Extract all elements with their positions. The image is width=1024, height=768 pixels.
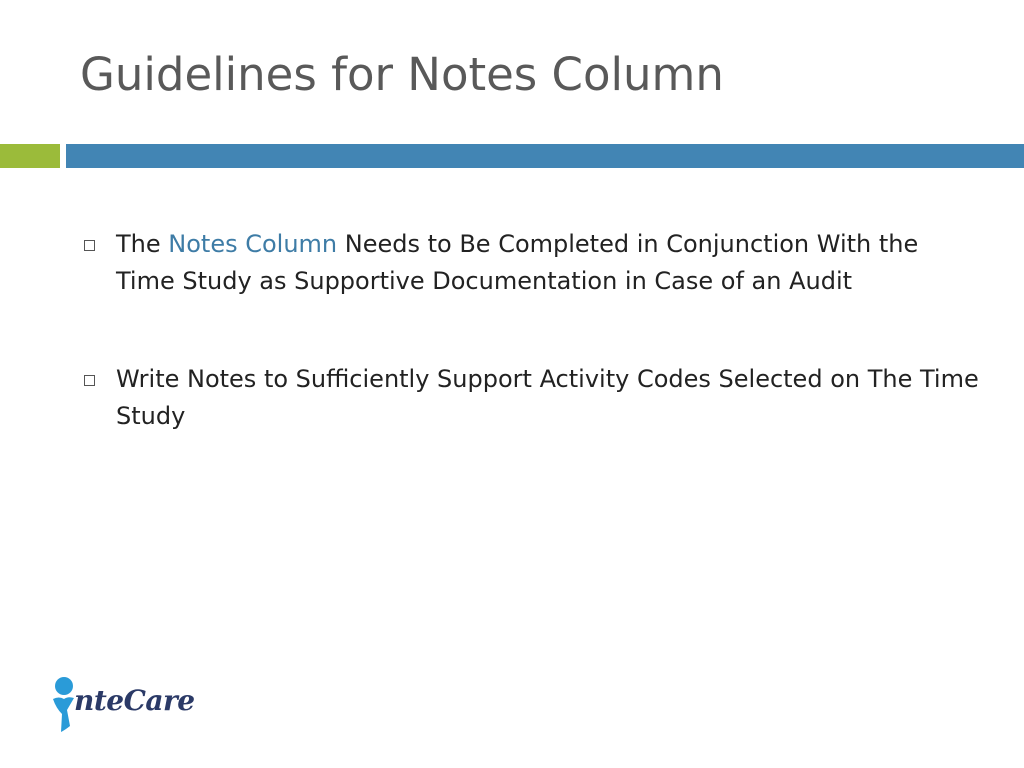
bullet-item xyxy=(80,361,980,435)
logo-wordmark: nteCare xyxy=(74,684,195,717)
accent-bar-green xyxy=(0,144,60,168)
bullet-item xyxy=(80,226,980,300)
intecare-logo xyxy=(50,672,210,736)
accent-bar-blue xyxy=(66,144,1024,168)
bullet-text-part: Needs to Be Completed in Conjunction With the Time Study as Supportive Documentation in Case of an Audit xyxy=(116,230,919,295)
notes-column-highlight: Notes Column xyxy=(168,230,338,258)
square-bullet-icon xyxy=(84,375,95,386)
bullet-text-part: The xyxy=(116,230,169,258)
slide-title: Guidelines for Notes Column xyxy=(80,48,724,101)
bullet-text-part: Write Notes to Sufficiently Support Activity Codes Selected on The Time Study xyxy=(116,365,979,430)
square-bullet-icon xyxy=(84,240,95,251)
bullet-list xyxy=(80,226,980,435)
